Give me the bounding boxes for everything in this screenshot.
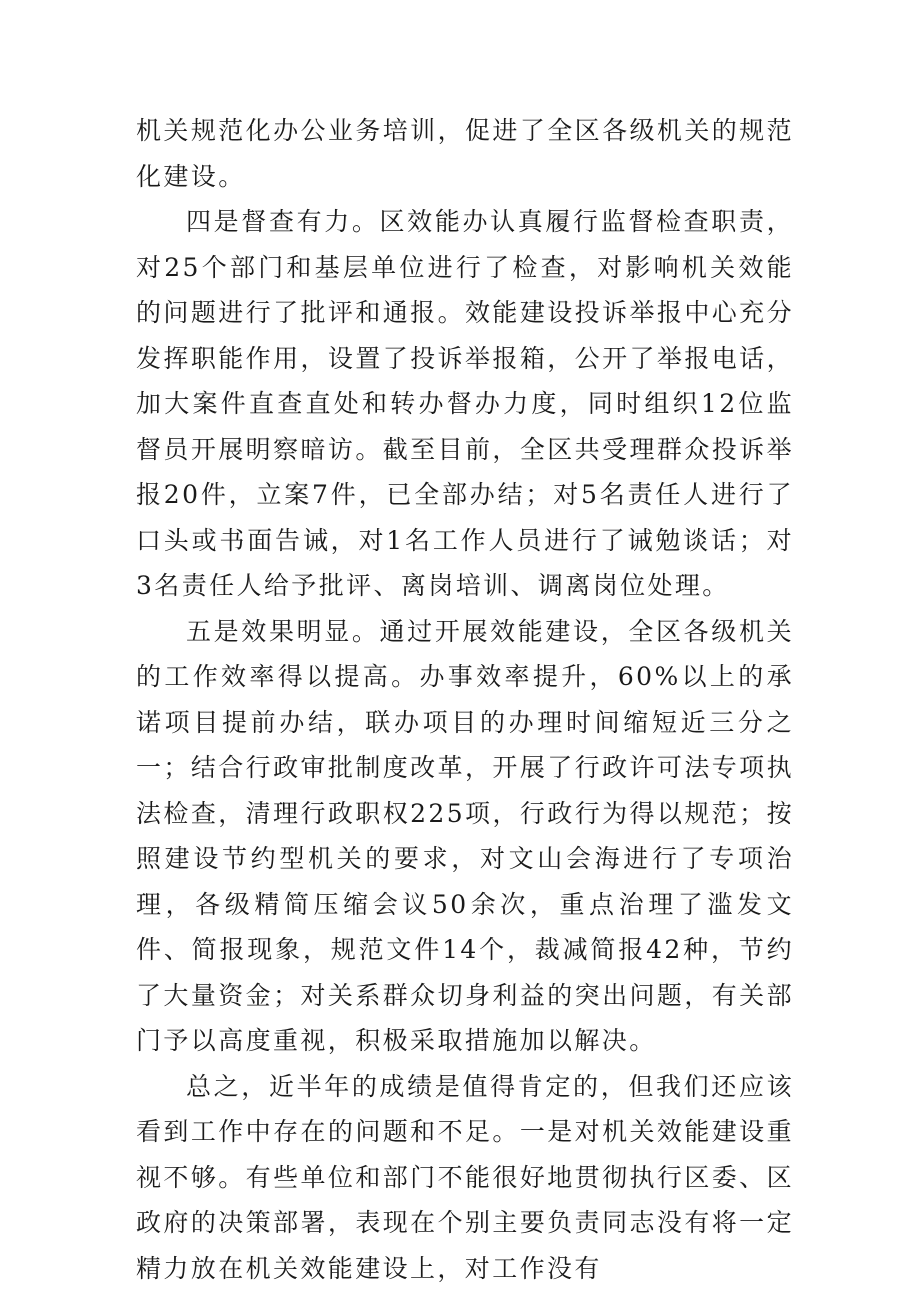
paragraph-summary: 总之，近半年的成绩是值得肯定的，但我们还应该看到工作中存在的问题和不足。一是对机关效能建设重视不够。有些单位和部门不能很好地贯彻执行区委、区政府的决策部署，表现在个别主要负责同志没有将一定精力放在机关效能建设上，对工作没有 — [136, 1071, 794, 1283]
document-body — [136, 108, 794, 1291]
paragraph-results: 五是效果明显。通过开展效能建设，全区各级机关的工作效率得以提高。办事效率提升，60%以上的承诺项目提前办结，联办项目的办理时间缩短近三分之一；结合行政审批制度改革，开展了行政许可法专项执法检查，清理行政职权225项，行政行为得以规范；按照建设节约型机关的要求，对文山会海进行了专项治理，各级精简压缩会议50余次，重点治理了滥发文件、简报现象，规范文件14个，裁减简报42种，节约了大量资金；对关系群众切身利益的突出问题，有关部门予以高度重视，积极采取措施加以解决。 — [136, 616, 794, 1055]
paragraph-continuation: 机关规范化办公业务培训，促进了全区各级机关的规范化建设。 — [136, 116, 794, 191]
paragraph-supervision: 四是督查有力。区效能办认真履行监督检查职责，对25个部门和基层单位进行了检查，对影响机关效能的问题进行了批评和通报。效能建设投诉举报中心充分发挥职能作用，设置了投诉举报箱，公开了举报电话，加大案件直查直处和转办督办力度，同时组织12位监督员开展明察暗访。截至目前，全区共受理群众投诉举报20件，立案7件，已全部办结；对5名责任人进行了口头或书面告诫，对1名工作人员进行了诫勉谈话；对3名责任人给予批评、离岗培训、调离岗位处理。 — [136, 207, 794, 600]
